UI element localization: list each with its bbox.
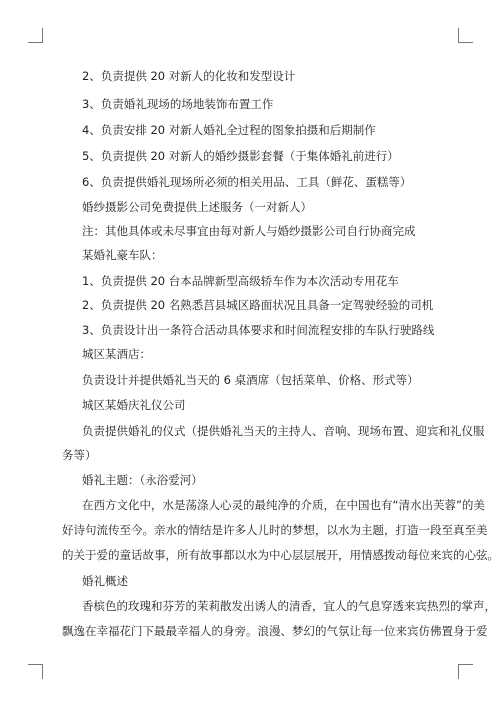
section-heading: 城区某酒店： bbox=[82, 347, 151, 361]
crop-mark-bottom-right bbox=[458, 664, 473, 679]
text-line: 3、负责设计出一条符合活动具体要求和时间流程安排的车队行驶路线 bbox=[82, 323, 435, 337]
text-line: 务等） bbox=[62, 448, 97, 462]
text-line: 飘逸在幸福花门下最最幸福人的身旁。浪漫、梦幻的气氛让每一位来宾仿佛置身于爱 bbox=[62, 624, 488, 638]
crop-mark-top-left bbox=[28, 28, 43, 43]
text-line: 香槟色的玫瑰和芬芳的茉莉散发出诱人的清香，宜人的气息穿透来宾热烈的掌声， bbox=[82, 599, 496, 613]
text-line: 注：其他具体或未尽事宜由每对新人与婚纱摄影公司自行协商完成 bbox=[82, 224, 416, 238]
crop-mark-bottom-left bbox=[28, 664, 43, 679]
text-line: 1、负责提供 20 台本品牌新型高级轿车作为本次活动专用花车 bbox=[82, 274, 399, 288]
text-line: 3、负责婚礼现场的场地装饰布置工作 bbox=[82, 97, 274, 111]
text-line: 2、负责提供 20 对新人的化妆和发型设计 bbox=[82, 69, 296, 83]
text-line: 负责提供婚礼的仪式（提供婚礼当天的主持人、音响、现场布置、迎宾和礼仪服 bbox=[82, 424, 485, 438]
section-heading: 某婚礼豪车队： bbox=[82, 248, 163, 262]
text-line: 4、负责安排 20 对新人婚礼全过程的图象拍摄和后期制作 bbox=[82, 123, 376, 137]
section-heading: 城区某婚庆礼仪公司 bbox=[82, 398, 186, 412]
text-line: 5、负责提供 20 对新人的婚纱摄影套餐（于集体婚礼前进行） bbox=[82, 149, 399, 163]
text-line: 6、负责提供婚礼现场所必须的相关用品、工具（鲜花、蛋糕等） bbox=[82, 175, 412, 189]
text-line: 负责设计并提供婚礼当天的 6 桌酒席（包括菜单、价格、形式等） bbox=[82, 373, 419, 387]
section-heading: 婚礼主题：（永浴爱河） bbox=[82, 473, 203, 487]
text-line: 婚纱摄影公司免费提供上述服务（一对新人） bbox=[82, 200, 312, 214]
text-line: 的关于爱的童话故事，所有故事都以水为中心层层展开，用情感拨动每位来宾的心弦。 bbox=[62, 548, 499, 562]
section-heading: 婚礼概述 bbox=[82, 574, 128, 588]
text-line: 2、负责提供 20 名熟悉莒县城区路面状况且具备一定驾驶经验的司机 bbox=[82, 298, 434, 312]
crop-mark-top-right bbox=[458, 28, 473, 43]
text-line: 好诗句流传至今。亲水的情结是许多人儿时的梦想，以水为主题，打造一段至真至美 bbox=[62, 523, 488, 537]
text-line: 在西方文化中，水是荡涤人心灵的最纯净的介质，在中国也有“清水出芙蓉”的美 bbox=[82, 498, 485, 512]
